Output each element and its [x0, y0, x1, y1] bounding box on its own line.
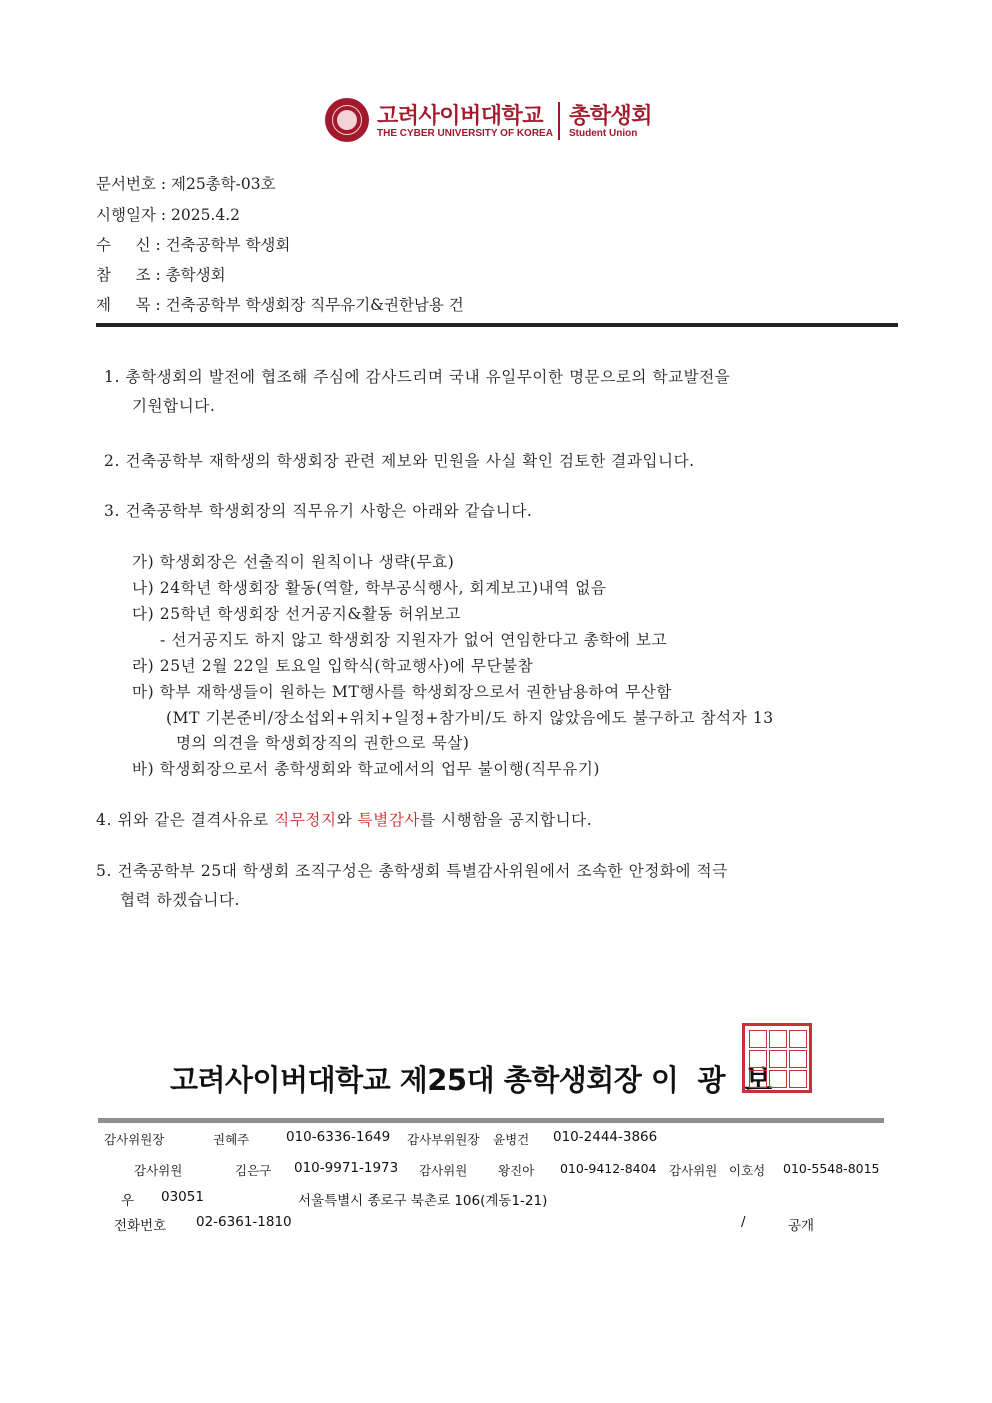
meta-subject [96, 293, 464, 315]
logo-student-union: 총학생회 [569, 104, 653, 129]
p4-text-3: 를 시행함을 공지합니다. [419, 811, 593, 829]
auditor-3-label: 감사위원 [669, 1163, 718, 1178]
audit-vice-chair-name: 윤병건 [493, 1132, 530, 1147]
footer-rule [98, 1118, 884, 1123]
zip-code: 03051 [161, 1189, 204, 1205]
auditor-1-name: 김은구 [235, 1163, 272, 1178]
recipient-value: 건축공학부 학생회 [165, 236, 291, 254]
reference-value: 총학생회 [165, 266, 226, 284]
auditor-2-label: 감사위원 [419, 1163, 468, 1178]
paragraph-1-line-1: 1. 총학생회의 발전에 협조해 주심에 감사드리며 국내 유일무이한 명문으로의 학교발전을 [104, 368, 731, 386]
auditor-3-name: 이호성 [729, 1163, 766, 1178]
auditor-1-phone: 010-9971-1973 [294, 1160, 399, 1176]
paragraph-1-line-2: 기원합니다. [132, 397, 216, 415]
meta-recipient [96, 233, 290, 255]
date-value: 2025.4.2 [170, 206, 241, 224]
audit-vice-chair-label: 감사부위원장 [407, 1132, 480, 1147]
logo-university-name: 고려사이버대학교 [377, 104, 544, 129]
doc-no-value: 제25총학-03호 [170, 175, 276, 193]
subject-label: 제 목 : [96, 296, 161, 314]
date-label: 시행일자 : [96, 206, 167, 224]
meta-reference [96, 263, 226, 285]
tel-label: 전화번호 [114, 1218, 167, 1234]
audit-chair-name: 권혜주 [213, 1132, 250, 1147]
audit-vice-chair-phone: 010-2444-3866 [553, 1129, 658, 1145]
auditor-1-label: 감사위원 [134, 1163, 183, 1178]
list-item-ga: 가) 학생회장은 선출직이 원칙이나 생략(무효) [132, 553, 455, 571]
list-item-da: 다) 25학년 학생회장 선거공지&활동 허위보고 [132, 605, 461, 623]
list-item-ma-detail-2: 명의 의견을 학생회장직의 권한으로 묵살) [176, 734, 470, 752]
address: 서울특별시 종로구 북촌로 106(계동1-21) [298, 1193, 548, 1209]
logo-divider [558, 102, 560, 140]
reference-label: 참 조 : [96, 266, 161, 284]
subject-value: 건축공학부 학생회장 직무유기&권한남용 건 [165, 296, 464, 314]
list-item-ba: 바) 학생회장으로서 총학생회와 학교에서의 업무 불이행(직무유기) [132, 760, 601, 778]
list-item-ma-detail-1: (MT 기본준비/장소섭외+위치+일정+참가비/도 하지 않았음에도 불구하고 참석자 13 [166, 709, 774, 727]
official-seal-stamp [742, 1023, 812, 1093]
zip-label: 우 [121, 1193, 135, 1209]
disclosure-status: 공개 [788, 1218, 815, 1234]
meta-date [96, 203, 240, 225]
logo-university-name-en: THE CYBER UNIVERSITY OF KOREA [377, 128, 553, 139]
meta-doc-no [96, 172, 276, 194]
paragraph-4 [96, 808, 592, 830]
paragraph-2: 2. 건축공학부 재학생의 학생회장 관련 제보와 민원을 사실 확인 검토한 결과입니다. [104, 452, 695, 470]
separator-slash: / [741, 1214, 746, 1230]
p4-text-1: 4. 위와 같은 결격사유로 [96, 811, 275, 829]
list-item-ma: 마) 학부 재학생들이 원하는 MT행사를 학생회장으로서 권한남용하여 무산함 [132, 683, 672, 701]
doc-no-label: 문서번호 : [96, 175, 167, 193]
header-rule [96, 323, 898, 327]
list-item-ra: 라) 25년 2월 22일 토요일 입학식(학교행사)에 무단불참 [132, 657, 534, 675]
auditor-2-name: 왕진아 [498, 1163, 535, 1178]
signature-title: 고려사이버대학교 제25대 총학생회장 이 광 보 [170, 1063, 772, 1097]
list-item-da-detail: - 선거공지도 하지 않고 학생회장 지원자가 없어 연임한다고 총학에 보고 [160, 631, 668, 649]
p4-special-audit: 특별감사 [357, 811, 420, 829]
paragraph-5-line-1: 5. 건축공학부 25대 학생회 조직구성은 총학생회 특별감사위원에서 조속한 안정화에 적극 [96, 862, 728, 880]
p4-suspension: 직무정지 [274, 811, 337, 829]
logo-student-union-en: Student Union [569, 128, 638, 139]
p4-text-2: 와 [336, 811, 358, 829]
audit-chair-label: 감사위원장 [104, 1132, 165, 1147]
list-item-na: 나) 24학년 학생회장 활동(역할, 학부공식행사, 회계보고)내역 없음 [132, 579, 607, 597]
auditor-3-phone: 010-5548-8015 [783, 1161, 880, 1176]
university-seal-icon [325, 98, 369, 142]
recipient-label: 수 신 : [96, 236, 161, 254]
paragraph-5-line-2: 협력 하겠습니다. [120, 891, 241, 909]
tel-number: 02-6361-1810 [196, 1214, 292, 1230]
audit-chair-phone: 010-6336-1649 [286, 1129, 391, 1145]
auditor-2-phone: 010-9412-8404 [560, 1161, 657, 1176]
paragraph-3: 3. 건축공학부 학생회장의 직무유기 사항은 아래와 같습니다. [104, 502, 533, 520]
